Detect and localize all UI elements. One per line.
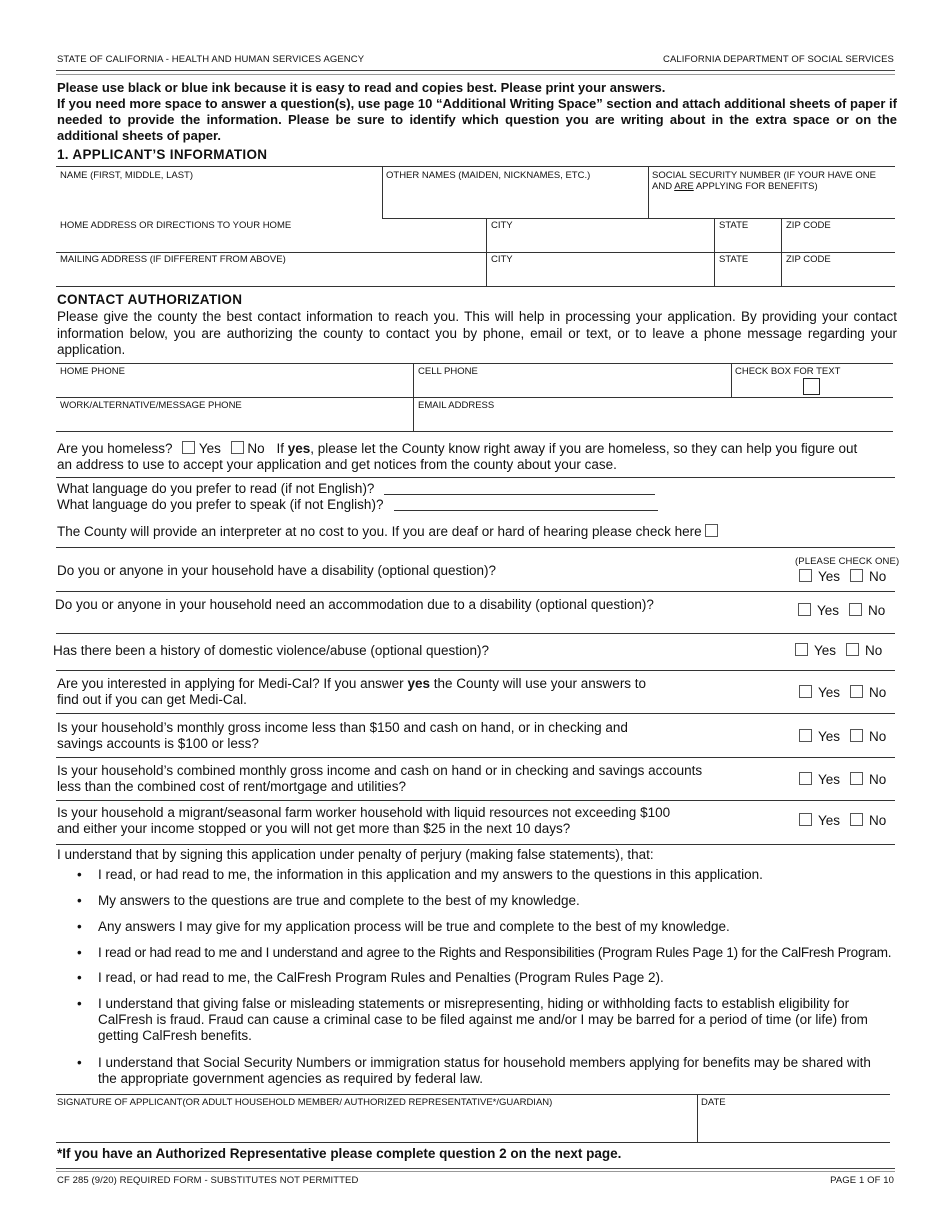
speak-language-label: What language do you prefer to speak (if not English)? [57,497,384,512]
authorized-rep-note: *If you have an Authorized Representative please complete question 2 on the next page. [57,1146,622,1161]
home-address-field[interactable]: HOME ADDRESS OR DIRECTIONS TO YOUR HOME [60,220,292,231]
medical-options: Yes No [799,685,886,700]
homeless-no-checkbox[interactable] [231,441,244,454]
disability-options: Yes No [799,569,886,584]
other-names-field[interactable]: OTHER NAMES (MAIDEN, NICKNAMES, ETC.) [386,170,591,181]
mailing-zip-field[interactable]: ZIP CODE [786,254,831,265]
date-field[interactable]: DATE [701,1097,726,1108]
contact-text: Please give the county the best contact information to reach you. This will help in processing your application. By providing your contact information below, you are authorizing the county to contact you by phone, email or text, or to leave a phone message regarding your application. [57,309,897,357]
department-name: CALIFORNIA DEPARTMENT OF SOCIAL SERVICES [663,54,894,65]
homeless-question: Are you homeless? Yes No If yes, please let the County know right away if you are homeless, so they can help you figure out [57,441,858,456]
accommodation-no-checkbox[interactable] [849,603,862,616]
agency-name: STATE OF CALIFORNIA - HEALTH AND HUMAN SERVICES AGENCY [57,54,365,65]
migrant-yes-checkbox[interactable] [799,813,812,826]
domestic-violence-options: Yes No [795,643,882,658]
interpreter-text: The County will provide an interpreter at no cost to you. If you are deaf or hard of hearing please check here [57,524,718,540]
name-field[interactable]: NAME (FIRST, MIDDLE, LAST) [60,170,194,181]
migrant-question: Is your household a migrant/seasonal farm worker household with liquid resources not exceeding $100 and either your income stopped or you will not get more than $25 in the next 10 days? [57,805,671,836]
certification-item: • My answers to the questions are true and complete to the best of my knowledge. [78,893,580,909]
accommodation-question: Do you or anyone in your household need an accommodation due to a disability (optional question)? [55,597,654,612]
certification-intro: I understand that by signing this application under penalty of perjury (making false statements), that: [57,847,654,862]
medical-yes-checkbox[interactable] [799,685,812,698]
income-150-yes-checkbox[interactable] [799,729,812,742]
dv-no-checkbox[interactable] [846,643,859,656]
home-city-field[interactable]: CITY [491,220,513,231]
disability-question: Do you or anyone in your household have a disability (optional question)? [57,563,497,578]
medical-no-checkbox[interactable] [850,685,863,698]
income-150-no-checkbox[interactable] [850,729,863,742]
email-field[interactable]: EMAIL ADDRESS [418,400,495,411]
work-phone-field[interactable]: WORK/ALTERNATIVE/MESSAGE PHONE [60,400,242,411]
instruction-ink: Please use black or blue ink because it is easy to read and copies best. Please print your answers. [57,80,666,95]
certification-item: • I understand that Social Security Numbers or immigration status for household members applying for benefits may be shared with the appropriate government agencies as required by federal law. [78,1055,871,1087]
please-check-one-label: (PLEASE CHECK ONE) [795,556,900,567]
page-number: PAGE 1 OF 10 [830,1175,894,1186]
disability-yes-checkbox[interactable] [799,569,812,582]
home-state-field[interactable]: STATE [719,220,749,231]
signature-field[interactable]: SIGNATURE OF APPLICANT(OR ADULT HOUSEHOLD MEMBER/ AUTHORIZED REPRESENTATIVE*/GUARDIAN) [57,1097,553,1108]
certification-item: • I understand that giving false or misleading statements or misrepresenting, hiding or withholding facts to establish eligibility for CalFresh is fraud. Fraud can cause a criminal case to be filed against me and/or I may be barred for a period of time (or life) from getting CalFresh benefits. [78,996,868,1044]
certification-item: • Any answers I may give for my application process will be true and complete to the best of my knowledge. [78,919,730,935]
income-150-question: Is your household’s monthly gross income less than $150 and cash on hand, or in checking and savings accounts is $100 or less? [57,720,628,751]
income-rent-yes-checkbox[interactable] [799,772,812,785]
accommodation-options: Yes No [798,603,885,618]
accommodation-yes-checkbox[interactable] [798,603,811,616]
mailing-state-field[interactable]: STATE [719,254,749,265]
migrant-options: Yes No [799,813,886,828]
medical-question: Are you interested in applying for Medi-Cal? If you answer yes the County will use your answers to find out if you can get Medi-Cal. [57,676,647,707]
homeless-note: an address to use to accept your application and get notices from the county about your case. [57,457,617,472]
mailing-city-field[interactable]: CITY [491,254,513,265]
income-150-options: Yes No [799,729,886,744]
income-rent-question: Is your household’s combined monthly gross income and cash on hand or in checking and savings accounts less than the combined cost of rent/mortgage and utilities? [57,763,703,794]
certification-item: • I read, or had read to me, the information in this application and my answers to the questions in this application. [78,867,763,883]
instructions [57,80,897,144]
certification-item: • I read or had read to me and I understand and agree to the Rights and Responsibilities (Program Rules Page 1) for the CalFresh Program. [78,945,891,961]
income-rent-options: Yes No [799,772,886,787]
section-title-applicant: 1. APPLICANT’S INFORMATION [57,147,268,162]
instruction-more-space: If you need more space to answer a question(s), use page 10 “Additional Writing Space” section and attach additional sheets of paper if needed to provide the information. Please be sure to identify which question you are writing about in the extra space or on the additional sheets of paper. [57,96,897,143]
certification-item: • I read, or had read to me, the CalFresh Program Rules and Penalties (Program Rules Page 2). [78,970,664,986]
interpreter-checkbox[interactable] [705,524,718,537]
check-for-text-label: CHECK BOX FOR TEXT [735,366,841,377]
form-number: CF 285 (9/20) REQUIRED FORM - SUBSTITUTES NOT PERMITTED [57,1175,359,1186]
read-language-input[interactable] [384,494,655,495]
domestic-violence-question: Has there been a history of domestic violence/abuse (optional question)? [53,643,490,658]
mailing-address-field[interactable]: MAILING ADDRESS (IF DIFFERENT FROM ABOVE) [60,254,286,265]
read-language-label: What language do you prefer to read (if not English)? [57,481,375,496]
migrant-no-checkbox[interactable] [850,813,863,826]
home-zip-field[interactable]: ZIP CODE [786,220,831,231]
dv-yes-checkbox[interactable] [795,643,808,656]
disability-no-checkbox[interactable] [850,569,863,582]
ssn-field[interactable]: SOCIAL SECURITY NUMBER (IF YOUR HAVE ONE AND ARE APPLYING FOR BENEFITS) [652,170,876,192]
cell-phone-field[interactable]: CELL PHONE [418,366,478,377]
contact-title: CONTACT AUTHORIZATION [57,292,243,307]
homeless-yes-checkbox[interactable] [182,441,195,454]
income-rent-no-checkbox[interactable] [850,772,863,785]
speak-language-input[interactable] [394,510,658,511]
text-checkbox[interactable] [803,378,820,395]
home-phone-field[interactable]: HOME PHONE [60,366,125,377]
